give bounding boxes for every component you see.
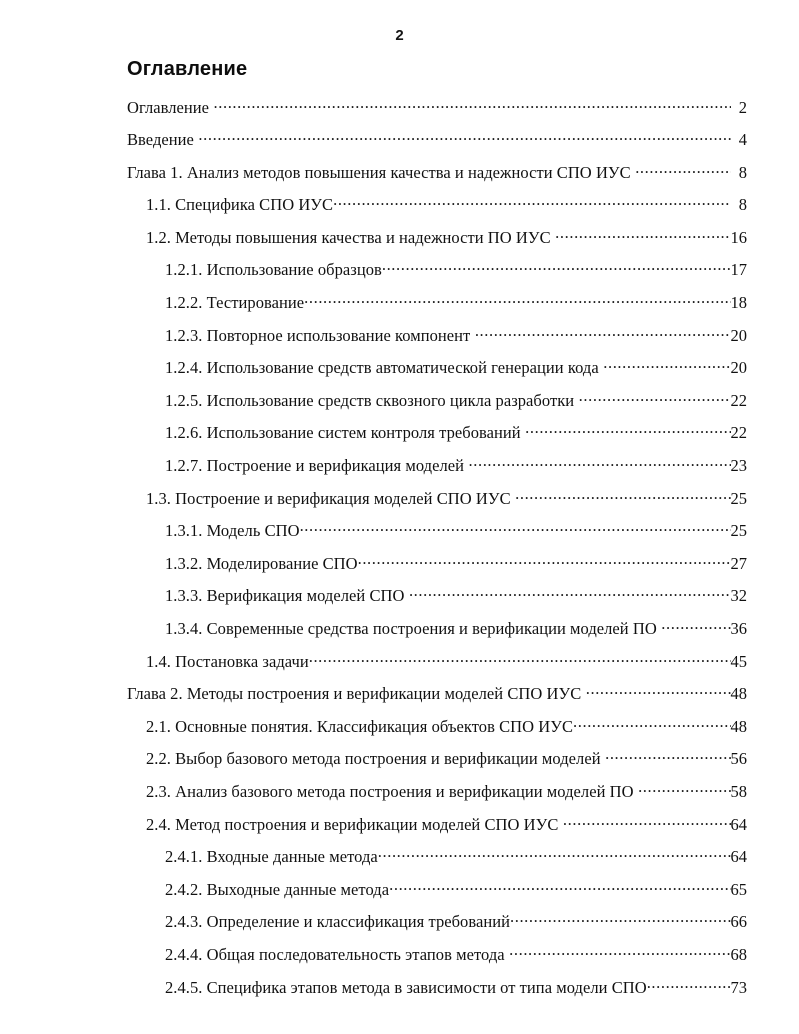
toc-entry[interactable] [127,715,747,748]
toc-entry-page-number: 32 [730,586,747,606]
table-of-contents [127,96,747,1009]
toc-entry[interactable] [127,96,747,129]
toc-entry-page-number: 36 [730,619,747,638]
toc-entry[interactable] [127,389,747,422]
toc-entry-title: 2.4.1. Входные данные метода [165,847,378,867]
dot-leader [555,226,730,243]
toc-entry-page-number: 45 [730,651,747,671]
toc-entry[interactable] [127,878,747,911]
toc-entry-title: 1.3.3. Верификация моделей СПО [165,586,405,606]
page-number: 2 [395,27,404,44]
dot-leader [515,487,730,504]
toc-entry-title: 1.2.3. Повторное использование компонент [165,325,471,345]
toc-entry-page-number: 64 [730,847,747,867]
toc-entry[interactable] [127,194,747,227]
toc-entry-title: Глава 2. Методы построения и верификации моделей СПО ИУС [127,684,582,704]
toc-entry-title: 1.3. Построение и верификация моделей СПО ИУС [146,488,511,508]
dot-leader [586,683,731,700]
toc-entry-title: Введение [127,130,194,150]
toc-entry[interactable] [127,911,747,944]
toc-entry-title: Глава 1. Анализ методов повышения качества и надежности СПО ИУС [127,162,631,182]
toc-entry[interactable] [127,226,747,259]
dot-leader [409,585,731,602]
toc-entry-title: 1.2.4. Использование средств автоматической генерации кода [165,358,599,378]
toc-entry[interactable] [127,552,747,585]
toc-entry[interactable] [127,943,747,976]
toc-entry[interactable] [127,422,747,455]
toc-entry-page-number: 25 [730,521,747,541]
toc-entry-page-number: 68 [730,944,747,964]
dot-leader [525,422,730,439]
toc-entry-page-number: 8 [738,162,747,182]
toc-entry-page-number: 66 [730,912,747,932]
toc-entry[interactable] [127,585,747,618]
dot-leader [603,357,730,374]
toc-entry-page-number: 56 [730,749,747,769]
toc-entry[interactable] [127,324,747,357]
dot-leader [573,715,730,732]
toc-entry-title: 1.4. Постановка задачи [146,651,309,671]
toc-entry-page-number: 22 [730,390,747,410]
dot-leader [605,748,730,765]
dot-leader [214,96,731,113]
dot-leader [304,292,730,309]
toc-entry-page-number: 16 [730,227,747,247]
toc-entry[interactable] [127,487,747,520]
toc-entry[interactable] [127,780,747,813]
dot-leader [510,911,731,928]
toc-entry[interactable] [127,292,747,325]
toc-entry-page-number: 64 [730,814,747,834]
dot-leader [378,846,731,863]
toc-entry-page-number: 27 [730,553,747,573]
toc-entry-title: 1.2.6. Использование систем контроля требований [165,423,521,443]
dot-leader [509,943,730,960]
toc-entry[interactable] [127,618,747,651]
toc-entry-title: 2.3. Анализ базового метода построения и верификации моделей ПО [146,781,634,801]
toc-entry-title: 1.2.5. Использование средств сквозного цикла разработки [165,390,575,410]
toc-entry-page-number: 20 [730,325,747,345]
dot-leader [382,259,731,276]
dot-leader [198,129,731,146]
toc-entry[interactable] [127,259,747,292]
toc-entry-page-number: 73 [730,977,747,997]
toc-entry-page-number: 22 [730,423,747,443]
toc-entry-title: 1.3.4. Современные средства построения и верификации моделей ПО [165,619,657,638]
toc-entry-title: 2.4.4. Общая последовательность этапов метода [165,944,505,964]
toc-entry-title: 2.4. Метод построения и верификации моделей СПО ИУС [146,814,559,834]
toc-entry-title: 2.4.2. Выходные данные метода [165,879,390,899]
dot-leader [469,455,731,472]
toc-entry-page-number: 8 [738,195,747,215]
toc-entry[interactable] [127,129,747,162]
toc-entry[interactable] [127,813,747,846]
toc-entry-title: 2.1. Основные понятия. Классификация объектов СПО ИУС [146,716,574,736]
toc-entry-page-number: 48 [730,684,747,704]
dot-leader [475,324,731,341]
toc-entry-page-number: 2 [738,97,747,117]
dot-leader [309,650,731,667]
toc-entry-page-number: 4 [738,130,747,150]
toc-entry-page-number: 25 [730,488,747,508]
toc-entry-page-number: 48 [730,716,747,736]
toc-entry[interactable] [127,357,747,390]
toc-entry-title: 2.2. Выбор базового метода построения и верификации моделей [146,749,601,769]
page-title: Оглавление [127,58,248,80]
toc-entry-title: 1.3.2. Моделирование СПО [165,553,358,573]
toc-entry-title: 2.4.3. Определение и классификация требований [165,912,510,932]
toc-entry[interactable] [127,748,747,781]
toc-entry[interactable] [127,520,747,553]
toc-entry-title: 2.4.5. Специфика этапов метода в зависимости от типа модели СПО [165,977,647,997]
dot-leader [661,618,730,635]
toc-entry-page-number: 17 [730,260,747,280]
toc-entry-page-number: 20 [730,358,747,378]
toc-entry[interactable] [127,161,747,194]
toc-entry-page-number: 58 [730,781,747,801]
toc-entry-title: 1.3.1. Модель СПО [165,521,300,541]
dot-leader [358,552,731,569]
toc-entry-page-number: 23 [730,456,747,476]
toc-entry-page-number: 18 [730,293,747,313]
dot-leader [563,813,731,830]
toc-entry-title: 1.1. Специфика СПО ИУС [146,195,334,215]
dot-leader [647,976,731,993]
dot-leader [300,520,731,537]
toc-entry[interactable] [127,683,747,716]
toc-entry-title: 1.2. Методы повышения качества и надежности ПО ИУС [146,227,551,247]
toc-entry-title: 1.2.7. Построение и верификация моделей [165,456,465,476]
dot-leader [579,389,731,406]
toc-entry-page-number: 65 [730,879,747,899]
toc-entry[interactable] [127,650,747,683]
toc-entry-title: Оглавление [127,97,210,117]
toc-entry[interactable] [127,976,747,1009]
toc-entry[interactable] [127,455,747,488]
dot-leader [635,161,731,178]
toc-entry[interactable] [127,846,747,879]
dot-leader [389,878,730,895]
toc-entry-title: 1.2.2. Тестирование [165,293,305,313]
toc-entry-title: 1.2.1. Использование образцов [165,260,382,280]
dot-leader [638,780,730,797]
dot-leader [333,194,731,211]
